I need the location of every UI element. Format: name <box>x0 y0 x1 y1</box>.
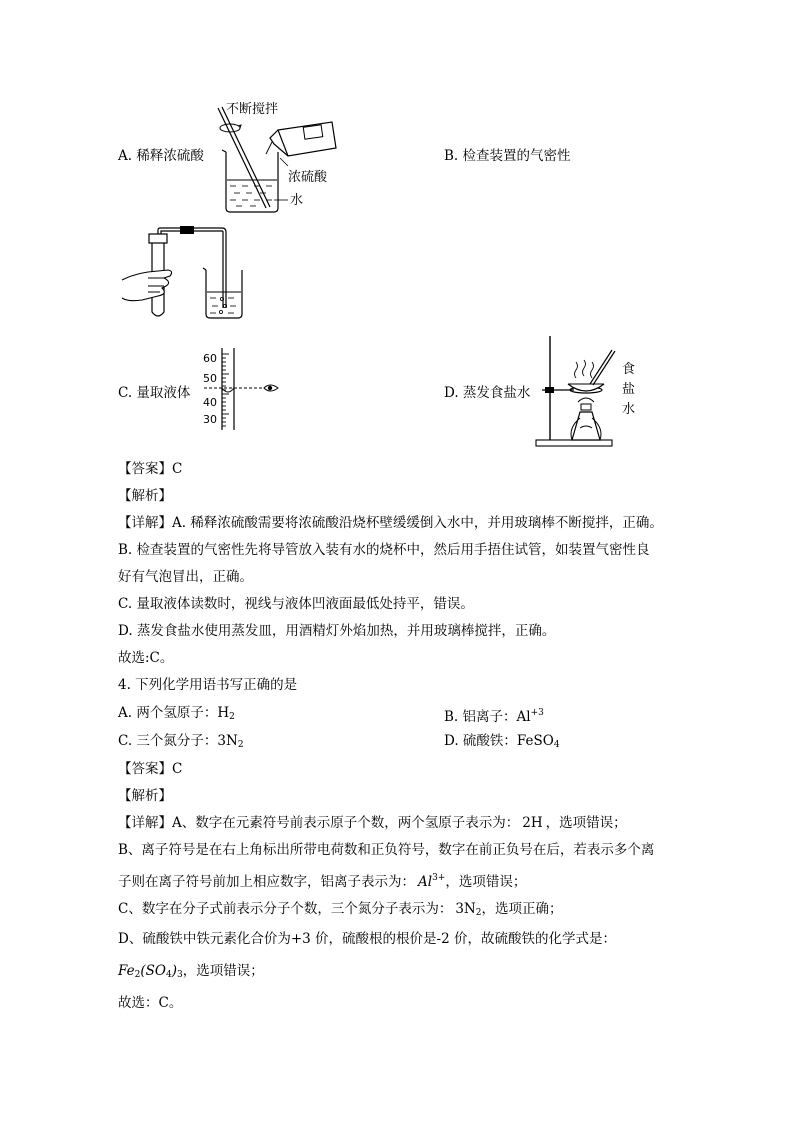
figure-dilute-acid <box>208 100 348 215</box>
q4-detail-b-sup: 3+ <box>432 873 446 883</box>
q4-fe-sub: 2 <box>134 970 141 980</box>
q4-detail-a-formula: 2H <box>522 815 543 831</box>
label-conc-acid: 浓硫酸 <box>288 170 328 185</box>
q4-option-b-text: B. 铝离子：Al <box>444 709 531 725</box>
q4-detail-b-formula: Al <box>418 874 433 890</box>
q4-so-sub: 4 <box>165 970 172 980</box>
option-a-label: A. 稀释浓硫酸 <box>118 148 204 164</box>
q3-detail-b-line2: 好有气泡冒出，正确。 <box>118 569 253 585</box>
q4-option-c-text: C. 三个氮分子：3N <box>118 733 238 749</box>
figure-evaporate-salt <box>528 332 628 450</box>
q4-close-sub: 3 <box>176 970 183 980</box>
evaporation-apparatus-diagram <box>528 332 628 450</box>
tick-60: 60 <box>203 352 217 365</box>
q4-option-d-sub: 4 <box>553 740 560 750</box>
q3-choice: 故选:C。 <box>118 650 174 666</box>
label-water: 水 <box>290 193 304 208</box>
q4-choice: 故选：C。 <box>118 995 183 1011</box>
q4-detail-c-text: C、数字在分子式前表示分子个数，三个氮分子表示为： <box>118 901 453 917</box>
q4-detail-b-line2 <box>118 869 678 891</box>
q3-detail-b-line1: B. 检查装置的气密性先将导管放入装有水的烧杯中，然后用手捂住试管，如装置气密性良 <box>118 542 650 558</box>
q3-detail-d: D. 蒸发食盐水使用蒸发皿，用酒精灯外焰加热，并用玻璃棒搅拌，正确。 <box>118 623 556 639</box>
label-stir: 不断搅拌 <box>226 102 279 117</box>
q4-close: ) <box>171 963 177 979</box>
figure-airtight-check <box>118 226 248 322</box>
beaker-pour-diagram <box>208 100 348 215</box>
q4-option-a-sub: 2 <box>229 712 235 722</box>
q3-analysis-heading: 【解析】 <box>118 488 172 504</box>
q4-detail-d: D、硫酸铁中铁元素化合价为+3 价，硫酸根的根价是-2 价，故硫酸铁的化学式是： <box>118 931 616 947</box>
q4-fe: Fe <box>118 963 135 979</box>
option-d-label: D. 蒸发食盐水 <box>444 385 531 401</box>
option-c-label: C. 量取液体 <box>118 385 191 401</box>
q4-option-b-sup: +3 <box>530 708 544 718</box>
q4-detail-c <box>118 900 678 922</box>
q4-detail-b-end: ，选项错误； <box>445 874 527 890</box>
q4-option-c <box>118 732 244 754</box>
tick-50: 50 <box>203 372 217 385</box>
q4-analysis-heading: 【解析】 <box>118 788 172 804</box>
q4-detail-d-end: ，选项错误； <box>182 963 264 979</box>
label-salt-2: 盐 <box>622 382 636 397</box>
q4-option-d-text: D. 硫酸铁：FeSO <box>444 733 554 749</box>
q4-detail-c-formula: 3N <box>455 901 476 917</box>
q4-detail-a-end: ，选项错误； <box>545 815 627 831</box>
q4-detail-b-text: 子则在离子符号前加上相应数字，铝离子表示为： <box>118 874 415 890</box>
q4-detail-b-line1: B、离子符号是在右上角标出所带电荷数和正负符号，数字在前正负号在后，若表示多个离 <box>118 842 655 858</box>
q4-option-a-text: A. 两个氢原子：H <box>118 705 230 721</box>
q4-detail-a-text: 【详解】A、数字在元素符号前表示原子个数，两个氢原子表示为： <box>118 815 520 831</box>
q4-option-a <box>118 704 235 726</box>
test-tube-hand-diagram <box>118 226 248 322</box>
label-salt-1: 食 <box>622 362 636 377</box>
q3-detail-c: C. 量取液体读数时，视线与液体凹液面最低处持平，错误。 <box>118 596 474 612</box>
q4-stem: 4. 下列化学用语书写正确的是 <box>118 677 298 693</box>
tick-40: 40 <box>203 396 217 409</box>
q4-detail-a <box>118 814 678 832</box>
q4-option-d <box>444 732 560 754</box>
q4-detail-d-formula-line <box>118 962 678 984</box>
q4-option-b <box>444 704 544 726</box>
q3-detail-a: 【详解】A. 稀释浓硫酸需要将浓硫酸沿烧杯壁缓缓倒入水中，并用玻璃棒不断搅拌，正确。 <box>118 515 663 531</box>
q4-detail-c-end: ，选项正确； <box>481 901 563 917</box>
q4-so: (SO <box>140 963 166 979</box>
q4-detail-c-sub: 2 <box>475 908 482 918</box>
tick-30: 30 <box>203 413 217 426</box>
q4-option-c-sub: 2 <box>237 740 244 750</box>
option-b-label: B. 检查装置的气密性 <box>444 148 571 164</box>
q4-answer: 【答案】C <box>118 761 183 777</box>
q3-answer: 【答案】C <box>118 461 183 477</box>
label-salt-3: 水 <box>622 402 636 417</box>
